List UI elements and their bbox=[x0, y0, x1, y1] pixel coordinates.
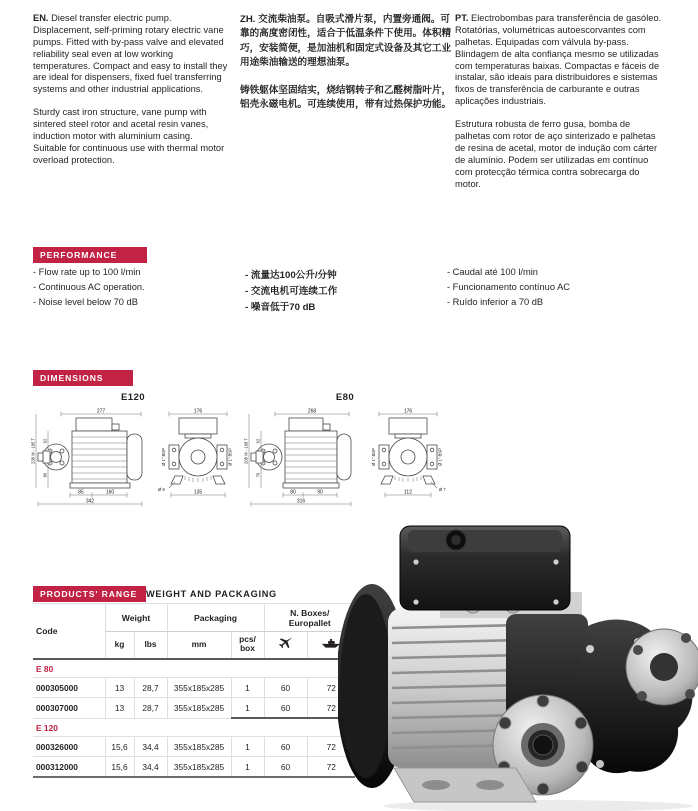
dimension-label: Ø 1" BSP bbox=[437, 448, 443, 466]
cell-kg: 13 bbox=[105, 698, 134, 719]
intro-zh-paragraph: ZH. 交流柴油泵。自吸式滑片泵，内置旁通阀。可靠的高度密闭性，适合于低温条件下使用。体积精巧，安装简便，是加油机和固定式设备及其它工业用途柴油输送的理想油泵。 bbox=[240, 14, 452, 69]
dimension-label: 76 bbox=[255, 472, 261, 478]
dimension-label: 80 bbox=[290, 489, 296, 496]
dimension-label: 238 M - 195 T bbox=[31, 438, 36, 464]
table-row bbox=[33, 757, 355, 778]
cell-pcs: 1 bbox=[231, 678, 264, 698]
performance-item: - Ruído inferior a 70 dB bbox=[447, 297, 544, 307]
cell-lbs: 34,4 bbox=[134, 757, 167, 778]
cell-code: 000326000 bbox=[33, 737, 105, 757]
dimension-label: Ø 9 bbox=[158, 487, 165, 492]
intro-pt bbox=[455, 13, 663, 201]
cell-sea: 72 bbox=[307, 698, 355, 719]
dimension-label: 176 bbox=[193, 408, 203, 415]
performance-item: - Flow rate up to 100 l/min bbox=[33, 267, 141, 277]
performance-item: - Continuous AC operation. bbox=[33, 282, 145, 292]
dimension-label: 160 bbox=[105, 489, 115, 496]
dimension-label: 86 bbox=[42, 472, 48, 478]
e120-front-view bbox=[158, 409, 233, 498]
cell-pcs: 1 bbox=[231, 737, 264, 757]
cell-mm: 355x185x285 bbox=[167, 678, 231, 698]
cell-sea: 72 bbox=[307, 757, 355, 778]
dimension-label: 342 bbox=[85, 498, 95, 505]
performance-header: PERFORMANCE bbox=[33, 247, 147, 263]
intro-zh-paragraph: 铸铁躯体坚固结实，烧结钢转子和乙醛树脂叶片，铝壳永磁电机。可连续使用，带有过热保护功能。 bbox=[240, 84, 452, 110]
lang-label-pt: PT. bbox=[455, 13, 469, 23]
cell-code: 000307000 bbox=[33, 698, 105, 719]
cell-mm: 355x185x285 bbox=[167, 698, 231, 719]
column-header-boxes: N. Boxes/ Europallet bbox=[264, 604, 355, 632]
cell-pcs: 1 bbox=[231, 757, 264, 778]
e80-technical-drawing bbox=[243, 405, 449, 515]
cell-sea: 72 bbox=[307, 678, 355, 698]
e80-side-view bbox=[244, 409, 352, 507]
dimension-label: 268 bbox=[307, 408, 317, 415]
dimension-label: 112 bbox=[404, 489, 412, 496]
cell-kg: 15,6 bbox=[105, 757, 134, 778]
table-group-row bbox=[33, 718, 355, 737]
column-header-kg: kg bbox=[105, 632, 134, 660]
column-header-code: Code bbox=[33, 604, 105, 660]
cell-air: 60 bbox=[264, 757, 307, 778]
performance-item: - 噪音低于70 dB bbox=[245, 302, 316, 313]
cell-kg: 13 bbox=[105, 678, 134, 698]
airplane-icon bbox=[279, 637, 293, 651]
drawing-title-e80: E80 bbox=[335, 392, 355, 403]
mounting-base bbox=[394, 768, 536, 802]
column-header-pcs-box: pcs/ box bbox=[231, 632, 264, 660]
performance-list-en bbox=[33, 267, 233, 312]
column-header-lbs: lbs bbox=[134, 632, 167, 660]
intro-pt-paragraph: Estrutura robusta de ferro gusa, bomba de palhetas com rotor de aço sinterizado e palhetas de resina de acetal, motor de indução com cárter de alumínio. Podem ser utilizadas em contínuo com protecção térmica contra sobrecarga do motor. bbox=[455, 119, 658, 189]
outlet-flange bbox=[626, 629, 698, 705]
table-row bbox=[33, 737, 355, 757]
dimension-label: 90 bbox=[317, 489, 323, 496]
cell-pcs: 1 bbox=[231, 698, 264, 719]
e120-side-view bbox=[31, 409, 142, 507]
dimension-label: 277 bbox=[96, 408, 106, 415]
performance-item: - 交流电机可连续工作 bbox=[245, 286, 338, 297]
cell-lbs: 28,7 bbox=[134, 698, 167, 719]
performance-item: - Funcionamento contínuo AC bbox=[447, 282, 570, 292]
table-row bbox=[33, 698, 355, 719]
cell-kg: 15,6 bbox=[105, 737, 134, 757]
performance-item: - Caudal até 100 l/min bbox=[447, 267, 538, 277]
column-header-mm: mm bbox=[167, 632, 231, 660]
junction-box bbox=[400, 526, 570, 610]
e120-technical-drawing bbox=[31, 405, 237, 515]
cell-mm: 355x185x285 bbox=[167, 737, 231, 757]
dimension-label: 85 bbox=[78, 489, 84, 496]
intro-en-paragraph: Sturdy cast iron structure, vane pump with sintered steel rotor and acetal resin vanes, induction motor with aluminium casing. Suitable for continuous use with thermal motor overload protection. bbox=[33, 107, 225, 165]
table-group-label: E 80 bbox=[33, 659, 355, 678]
cell-sea: 72 bbox=[307, 737, 355, 757]
cell-air: 60 bbox=[264, 698, 307, 719]
dimension-label: 62 bbox=[42, 438, 48, 444]
products-table bbox=[33, 603, 355, 778]
intro-pt-paragraph: PT. Electrobombas para transferência de gasóleo. Rotatórias, volumétricas autoescorvantes com palhetas. Equipadas com válvula by-pass. Blindagem de alta confiança mesmo se utilizadas com temperaturas baixas. Compactas e fáceis de instalar, são ideais para distribuidores e sistemas fixos de transferência de carburante e outras aplicações industriais. bbox=[455, 13, 662, 107]
cell-air: 60 bbox=[264, 678, 307, 698]
cell-lbs: 28,7 bbox=[134, 678, 167, 698]
dimension-label: Ø 1" BSP bbox=[227, 448, 233, 466]
dimension-label: 208 M - 168 T bbox=[243, 438, 249, 464]
table-row bbox=[33, 678, 355, 698]
dimensions-header: DIMENSIONS bbox=[33, 370, 133, 386]
dimension-label: 62 bbox=[255, 438, 261, 444]
lang-label-zh: ZH. bbox=[240, 14, 256, 25]
dimension-label: 135 bbox=[193, 489, 203, 496]
product-photo bbox=[338, 516, 698, 811]
cell-air: 60 bbox=[264, 737, 307, 757]
dimension-label: Ø 1" BSP bbox=[161, 448, 166, 466]
performance-list-pt bbox=[447, 267, 657, 312]
column-header-packaging: Packaging bbox=[167, 604, 264, 632]
dimension-label: Ø 7 bbox=[439, 487, 446, 492]
dimension-label: 316 bbox=[296, 498, 306, 505]
e80-front-view bbox=[371, 409, 446, 498]
table-group-row bbox=[33, 659, 355, 678]
cell-code: 000305000 bbox=[33, 678, 105, 698]
table-group-label: E 120 bbox=[33, 718, 355, 737]
column-header-weight: Weight bbox=[105, 604, 167, 632]
intro-zh bbox=[240, 13, 456, 125]
performance-list-zh bbox=[245, 267, 435, 315]
column-header-air bbox=[264, 632, 307, 660]
cell-mm: 355x185x285 bbox=[167, 757, 231, 778]
intro-en bbox=[33, 13, 228, 178]
cell-code: 000312000 bbox=[33, 757, 105, 778]
dimension-label: Ø 1" BSP bbox=[371, 448, 376, 466]
dimension-label: 176 bbox=[403, 408, 413, 415]
lang-label-en: EN. bbox=[33, 13, 49, 23]
intro-en-paragraph: EN. Diesel transfer electric pump. Displacement, self-priming rotary electric vane pumps. Fitted with by-pass valve and elevated reliability seal even at low working temperatures. Compact and easy to install they are ideal for dispensers, fixed fuel transferring systems and other industrial applications. bbox=[33, 13, 228, 95]
products-range-title: WEIGHT AND PACKAGING bbox=[146, 589, 277, 599]
performance-item: - 流量达100公升/分钟 bbox=[245, 270, 337, 281]
products-range-badge: PRODUCTS' RANGE bbox=[33, 586, 146, 602]
performance-item: - Noise level below 70 dB bbox=[33, 297, 138, 307]
cell-lbs: 34,4 bbox=[134, 737, 167, 757]
drawing-title-e120: E120 bbox=[120, 392, 145, 403]
